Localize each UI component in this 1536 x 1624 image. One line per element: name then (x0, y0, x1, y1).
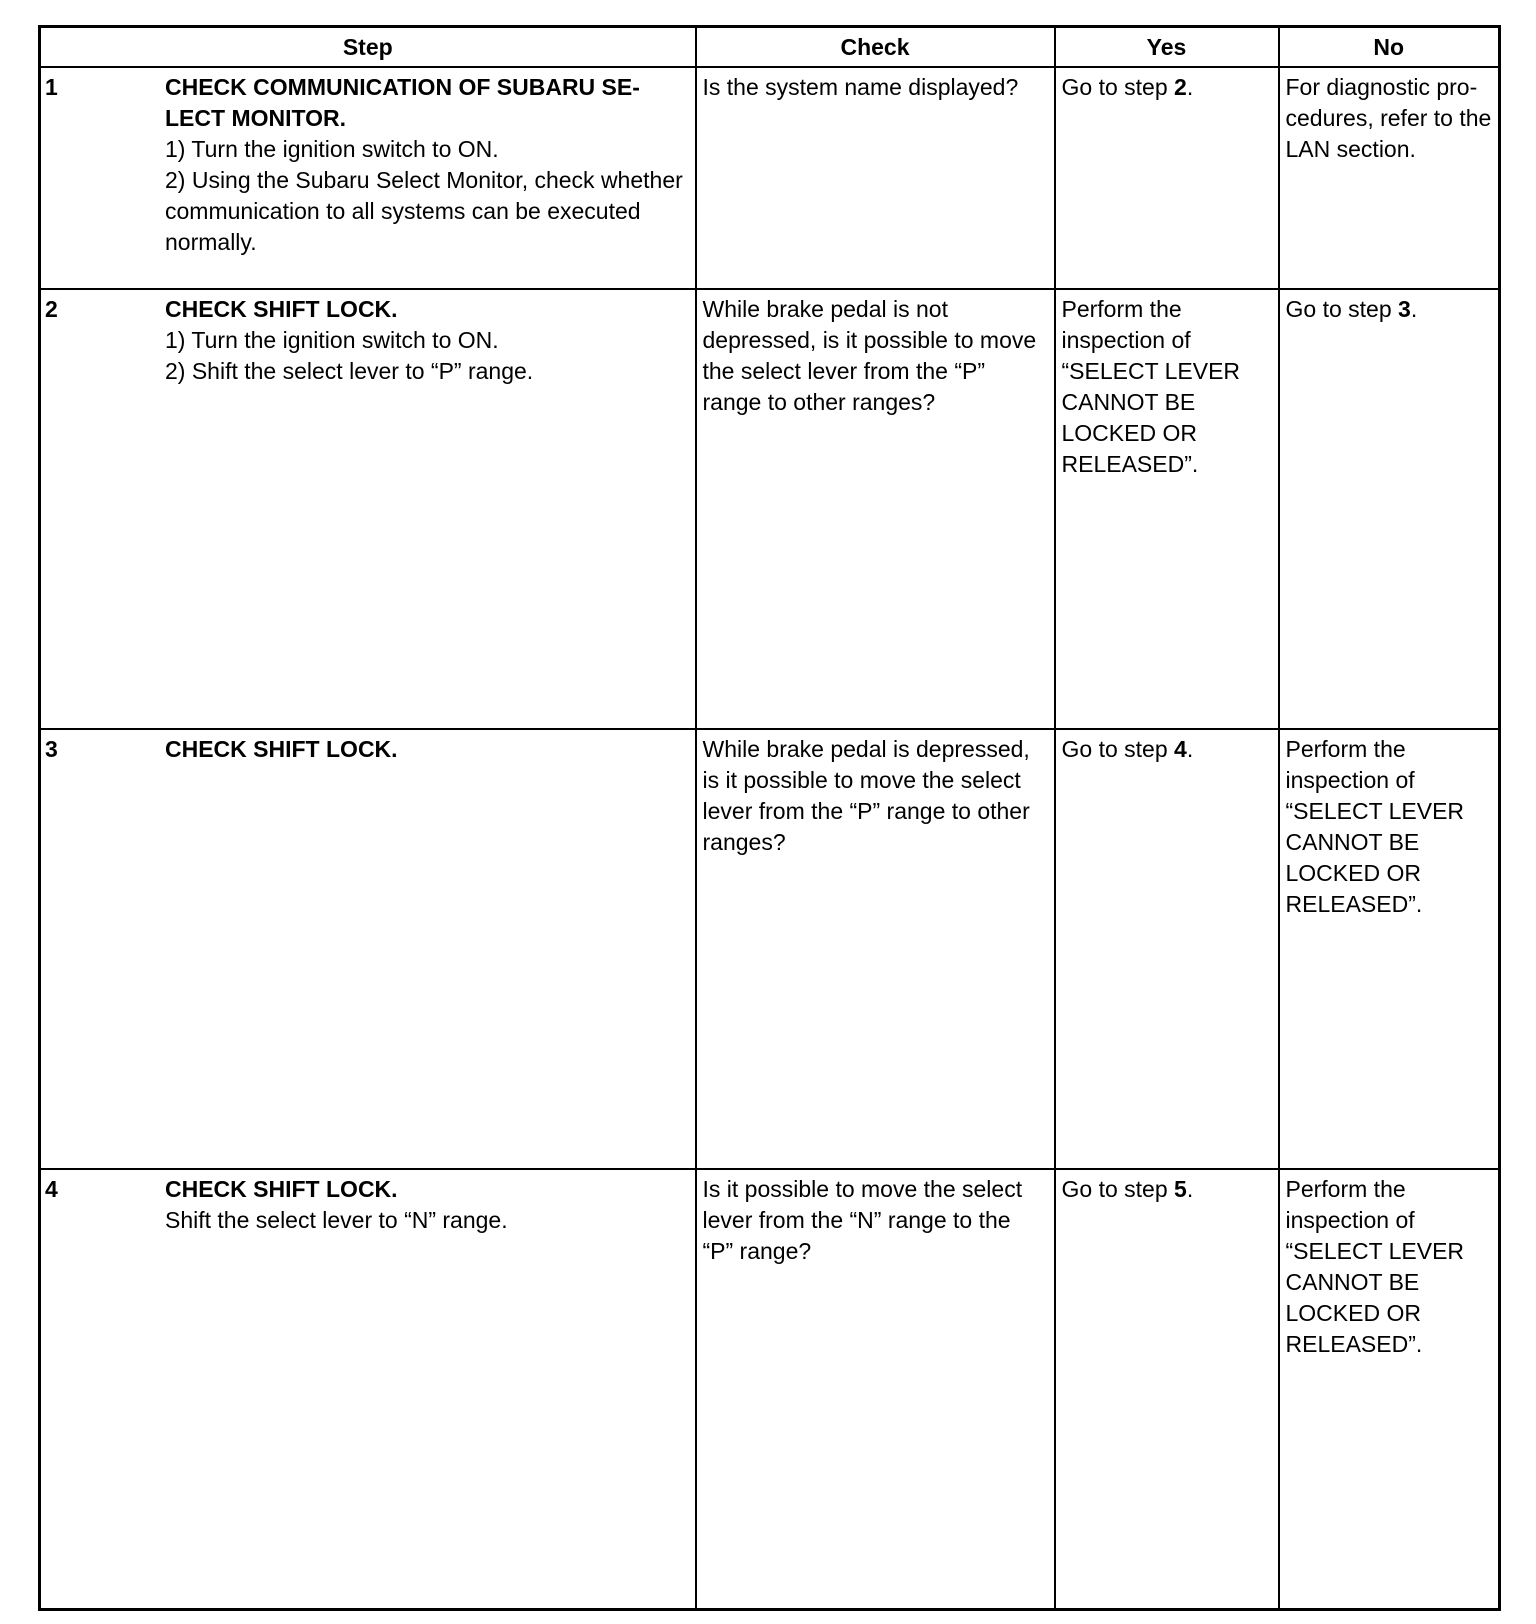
header-no: No (1279, 27, 1500, 68)
check-text: While brake pedal is depressed, is it possible to move the select lever from the “P” range to other ranges? (702, 736, 1030, 855)
no-text-suffix: . (1410, 296, 1418, 322)
no-cell (1279, 729, 1500, 1169)
step-body (41, 1170, 695, 1236)
step-title: CHECK SHIFT LOCK. (165, 736, 398, 762)
step-number: 3 (45, 736, 58, 762)
step-cell (40, 67, 696, 289)
step-number: 4 (45, 1176, 58, 1202)
header-check: Check (696, 27, 1055, 68)
step-title-line: LECT MONITOR. (165, 105, 347, 131)
no-step-number: 3 (1398, 296, 1411, 322)
step-cell (40, 1169, 696, 1609)
check-cell (696, 289, 1055, 729)
yes-cell (1055, 289, 1279, 729)
step-instruction: 1) Turn the ignition switch to ON. (165, 327, 499, 353)
no-text-prefix: Go to step (1285, 296, 1399, 322)
yes-text-prefix: Go to step (1061, 74, 1175, 100)
step-number: 1 (45, 74, 58, 100)
step-cell (40, 729, 696, 1169)
table-row (40, 1169, 1500, 1609)
step-title: CHECK SHIFT LOCK. (165, 296, 398, 322)
step-title: CHECK SHIFT LOCK. (165, 1176, 398, 1202)
check-text: While brake pedal is not depressed, is it possible to move the select lever from the “P” range to other ranges? (702, 296, 1037, 415)
check-cell (696, 1169, 1055, 1609)
header-yes: Yes (1055, 27, 1279, 68)
yes-step-number: 2 (1174, 74, 1187, 100)
check-text: Is the system name displayed? (702, 74, 1019, 100)
step-cell (40, 289, 696, 729)
diagnostic-table (38, 25, 1501, 1611)
no-text: Perform the inspection of “SELECT LEVER CANNOT BE LOCKED OR RELEASED”. (1285, 1176, 1465, 1357)
step-title (165, 72, 689, 134)
table-row (40, 67, 1500, 289)
yes-text (1056, 730, 1278, 765)
check-text: Is it possible to move the select lever from the “N” range to the “P” range? (702, 1176, 1023, 1264)
yes-cell (1055, 67, 1279, 289)
no-text (1280, 290, 1499, 325)
yes-text (1056, 68, 1278, 103)
step-instruction: 2) Shift the select lever to “P” range. (165, 358, 534, 384)
yes-step-number: 4 (1174, 736, 1187, 762)
no-cell (1279, 67, 1500, 289)
step-body (41, 730, 695, 765)
yes-text (1056, 1170, 1278, 1205)
step-instruction: Shift the select lever to “N” range. (165, 1207, 508, 1233)
yes-text-prefix: Go to step (1061, 1176, 1175, 1202)
no-text: Perform the inspection of “SELECT LEVER CANNOT BE LOCKED OR RELEASED”. (1285, 736, 1465, 917)
step-instruction: 1) Turn the ignition switch to ON. (165, 136, 499, 162)
yes-text-prefix: Go to step (1061, 736, 1175, 762)
yes-cell (1055, 1169, 1279, 1609)
no-cell (1279, 289, 1500, 729)
check-cell (696, 67, 1055, 289)
yes-text: Perform the inspection of “SELECT LEVER CANNOT BE LOCKED OR RELEASED”. (1061, 296, 1241, 477)
check-cell (696, 729, 1055, 1169)
step-title-line: CHECK COMMUNICATION OF SUBARU SE- (165, 74, 640, 100)
step-body (41, 290, 695, 387)
no-text: For diagnostic pro-cedures, refer to the LAN section. (1285, 74, 1492, 162)
step-body (41, 68, 695, 258)
step-number: 2 (45, 296, 58, 322)
yes-step-number: 5 (1174, 1176, 1187, 1202)
table-row (40, 729, 1500, 1169)
no-cell (1279, 1169, 1500, 1609)
yes-text-suffix: . (1186, 74, 1194, 100)
yes-cell (1055, 729, 1279, 1169)
header-step: Step (40, 27, 696, 68)
table-row (40, 289, 1500, 729)
yes-text-suffix: . (1186, 1176, 1194, 1202)
header-row (40, 27, 1500, 68)
yes-text-suffix: . (1186, 736, 1194, 762)
step-instruction: 2) Using the Subaru Select Monitor, check whether communication to all systems can be executed normally. (165, 167, 683, 255)
